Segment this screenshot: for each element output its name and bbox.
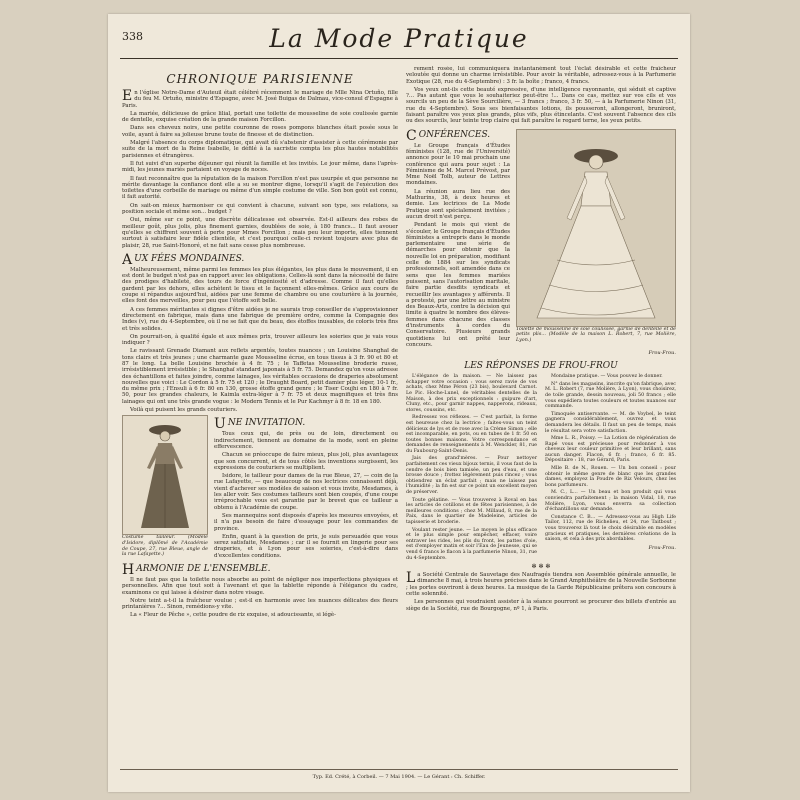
invitation-paragraph-3: Isidore, le tailleur pour dames de la rue Bleue, 27, — coin de la rue Lafayette, — que beaucoup de nos lectrices connaissent déjà, vient d'achever ses modèles de saison et vous invite, Mesdames, à les aller voir. Ses costumes tailleurs sont bien coupés, d'une coupe irréprochable vous est garantie par le brevet que ce tailleur a obtenu à l'Académie de coupe. xyxy=(214,473,398,511)
page-header xyxy=(108,14,690,64)
invitation-paragraph-4: Ses mannequins sont disposés d'après les mesures envoyées, et il n'a pas besoin de faire d'essayage pour les commandes de province. xyxy=(214,512,398,532)
chronique-paragraph-7: On sait-on mieux harmoniser ce qui convient à chacune, suivant son type, ses relations, sa position sociale et même son... budget ? xyxy=(122,202,398,216)
reponse-item: L'élégance de la maison. — Ne laissez pas échapper votre occasion : vous serez ravie de vos achats, chez Mme Péron (23 bis), boulevard Carnot. Le Pic. Hoche-Lunel, de véritables dentelles de la Maison, à des prix exceptionnels : guipure d'art, Cluny, etc., pour garnir nappes, napperons, rideaux, stores, coussins, etc. xyxy=(406,374,537,413)
chronique-paragraph-4: Malgré l'absence du corps diplomatique, qui avait dû s'abstenir d'assister à cette cérémonie par suite de la mort de la Reine Isabelle, le défilé à la sacristie compta les plus hautes notabilités parisiennes et étrangères. xyxy=(122,140,398,159)
left-column xyxy=(122,66,398,766)
printer-footer: Typ. Ed. Crété, à Corbeil. — 7 Mai 1904. — Le Gérant : Ch. Schiffer. xyxy=(312,774,486,780)
chronique-heading: CHRONIQUE PARISIENNE xyxy=(166,72,354,86)
harmonie-paragraph-3: La « Fleur de Pêche », cette poudre de riz exquise, si adoucissante, si légè- xyxy=(130,612,336,619)
reponses-signature: Frou-Frou. xyxy=(648,544,676,551)
figure-caption-tailleur: Costume tailleur. (Modèle d'Isidore, diplômé de l'Académie de Coupe, 27, rue Bleue, angle de la rue Lafayette.) xyxy=(122,535,208,558)
magazine-page xyxy=(108,14,690,792)
harmonie-heading: HARMONIE DE L'ENSEMBLE. xyxy=(122,562,271,578)
gown-figure-icon xyxy=(517,130,675,326)
chronique-paragraph-6: Il faut reconnaître que la réputation de la maison Forcillon n'est pas usurpée et que personne ne mérite davantage la confiance dont elle a su se montrer digne, lorsqu'il s'agit de l'exécution des toilettes d'une corbeille de mariage ou même d'un simple costume de ville. Son bon goût est connu, il fait autorité. xyxy=(122,175,398,201)
reponse-item: M. C., L... — Un beau et bon produit qui vous conviendra parfaitement ; la maison Vidal, 18, rue Molière, Lyon, vous enverra sa collection d'échantillons sur demande. xyxy=(545,490,676,513)
fees-heading: AUX FÉES MONDAINES. xyxy=(122,251,245,268)
fees-paragraph-5: Voilà qui puisent les grands couturiers. xyxy=(130,407,238,414)
chronique-paragraph-3: Dans ses cheveux noirs, une petite couronne de roses pompons blanches était posée sous le voile, ayant à faire sa jolieuse brune toute de finesse et de distinction. xyxy=(122,125,398,138)
conferences-paragraph-1: Le Groupe français d'Études féministes (128, rue de l'Université) annonce pour le 10 mai prochain une conférence qui aura pour sujet : La Féminisme de M. Marcel Prévost, par Mme Noël Tolb, auteur de Lettres mondaines. xyxy=(406,142,510,187)
reponse-item: Toute gélatine. — Vous trouverez à Roval en bas les articles de cotillons et de fêtes parisiennes, à de meilleures conditions ; chez M. Millaud, 8, rue de la Paix, dans le quartier de Madeleine, articles de tapisserie et broderie. xyxy=(406,497,537,526)
header-rule xyxy=(120,58,678,59)
harmonie-paragraph-2: Notre teint a-t-il la fraîcheur voulue ; est-il en harmonie avec les nuances délicates des fleurs printanières ?... Sinon, remédions-y vite. xyxy=(122,597,398,611)
harmonie-paragraph-1: Il ne faut pas que la toilette nous absorbe au point de négliger nos imperfections physiques et personnelles. Afin que tout soit à l'avenant et que la tablette réponde à l'élégance du cadre, examinons ce qui laisse à désirer dans notre visage. xyxy=(122,577,398,596)
section-divider-stars: ✻ ✻ ✻ xyxy=(531,563,551,571)
drop-cap: E xyxy=(122,88,133,104)
reponse-item: Mme L. R., Poissy. — La Lotion de régénération de Rapé vous est précieuse pour redonner à vos cheveux leur couleur primitive et leur brillant, sans aucun danger. Flacon, 6 fr. ; franco, 6 fr. 85. Dépositaire : 18, rue Gérard, Paris. xyxy=(545,436,676,464)
invitation-paragraph-1: Tous ceux qui, de près ou de loin, directement ou indirectement, tiennent au domaine de la mode, sont en pleine effervescence. xyxy=(214,431,398,450)
beauty-paragraph-1: rement rosée, lui communiquera instantanément tout l'éclat désirable et cette fraîcheur veloutée qui donne un charme irrésistible. Pour avoir la véritable, adressez-vous à la Parfumerie Exotique (28, rue du 4-Septembre) : 3 fr. la boîte ; franco, 4 francs. xyxy=(406,66,676,85)
beauty-paragraph-2: Vos yeux ont-ils cette beauté expressive, d'une intelligence rayonnante, qui séduit et captive ?... Pas autant que vous le souhaiteriez peut-être !... Dans ce cas, mettez sur vos cils et vos sourcils un peu de la Sève Sourcilière, — 3 francs ; franco, 3 fr. 50, — à la Parfumerie Ninon (31, rue du 4-Septembre). Sous ses bienfaisantes lotions, ils pousseront, allongeront, bruniront, faisant paraître vos yeux plus grands, plus vifs, plus étincelants. C'est souvent l'absence des cils ou des sourcils, leur teinte trop claire qui fait paraître le regard terne, les yeux petits. xyxy=(406,86,676,125)
reponse-item: Mlle B. de N., Rouen. — Un bon conseil : pour obtenir le même genre de blanc que les grandes dames, employez la Poudre de Riz Velours, chez les bons parfumeurs. xyxy=(545,466,676,488)
figure-costume-tailleur xyxy=(122,415,208,557)
fees-paragraph-2: A ces femmes méritantes si dignes d'être aidées je ne saurais trop conseiller de s'approvisionner directement en fabrique, mais dans une fabrique de première ordre, comme la Compagnie des Indes (v), rue du 4-Septembre, où il ne se fait que du beau, des étoffes inusables, de coloris très fins et très solides. xyxy=(122,306,398,332)
illustration-tailleur xyxy=(122,415,208,535)
chronique-paragraph-2: La mariée, délicieuse de grâce lilial, portait une toilette de mousseline de soie coulissée garnie de dentelle, exquise création de la grande maison Forcillon. xyxy=(122,110,398,124)
invitation-paragraph-5: Enfin, quant à la question de prix, je suis persuadée que vous serez satisfaite, Mesdames ; car il se fournit en lingerie pour ses draperies, et à Lyon pour ses soieries, c'est-à-dire dans d'excellentes conditions. xyxy=(214,533,398,559)
figure-caption-toilette: Toilette de mousseline de soie coulissée, garnie de dentelle et de petits plis... (Modèle de la maison L. Robert, 7, rue Molière, Lyon.) xyxy=(516,326,676,343)
masthead-title: La Mode Pratique xyxy=(269,24,529,53)
societe-paragraph-1: La Société Centrale de Sauvetage des Naufragés tiendra son Assemblée générale annuelle, le dimanche 8 mai, à trois heures précises dans le Grand Amphithéâtre de la Nouvelle Sorbonne ; les portes ouvriront à deux heures. La musique de la Garde Républicaine prêtera son concours à cette solennité. xyxy=(406,570,676,598)
societe-paragraph-2: Les personnes qui voudraient assister à la séance pourront se procurer des billets d'entrée au siège de la Société, rue de Bourgogne, nº 1, à Paris. xyxy=(406,599,676,612)
conferences-paragraph-3: Pendant le mois qui vient de s'écouler, le Groupe français d'Études féministes a entrepris dans le monde parlementaire une série de démarches pour obtenir que la nouvelle loi en préparation, modifiant celle de 1884 sur les syndicats professionnels, soit amendée dans ce sens que les femmes mariées puissent, sans l'autorisation maritale, faire partie desdits syndicats et recueillir les avantages y afférents. Il a protesté, par une lettre au ministre des Beaux-Arts, contre la décision qui limite à quatre le nombre des élèves-femmes dans chacune des classes d'instruments à cordes du Conservatoire. Plusieurs grands quotidiens lui ont prêté leur concours. xyxy=(406,222,510,348)
conferences-signature: Frou-Frou. xyxy=(648,350,676,357)
reponse-item: Jais des grand'mères. — Pour nettoyer parfaitement ces vieux bijoux ternis, il vous faut de la cendre de bois bien tamisée, un peu d'eau, et une brosse douce ; frottez légèrement puis rincez ; vous obtiendrez un éclat parfait ; mais ne laissez pas l'humidité ; la fin est sur ce point un excellent moyen de préserver. xyxy=(406,456,537,496)
reponse-item: Mondaine pratique. — Vous pouvez le donner. xyxy=(551,374,663,380)
reponse-item: Constance C. B... — Adressez-vous au High Life Tailor, 112, rue de Richelieu, et 24, rue Taitbout ; vous trouverez là tout le choix désirable en modèles gracieux et pratiques, les dernières créations de la saison, et cela à des prix abordables. xyxy=(545,514,676,543)
conferences-heading: CONFÉRENCES. xyxy=(406,127,491,144)
conferences-paragraph-2: La réunion aura lieu rue des Mathurins, 38, à deux heures et demie. Les lectrices de La Mode Pratique sont spécialement invitées ; aucun droit n'est perçu. xyxy=(406,188,510,220)
woman-figure-icon xyxy=(123,416,207,534)
reponse-item: Redressez vos réflexes. — C'est parfait, la forme est heureuse chez la lectrice ; faites-vous un teint délicieux de lys et de rose avec la Crème Simon ; elle est incomparable, en pots, ou en tubes de 1 fr. 50 en toutes bonnes maisons. Votre correspondance et demandes de renseignements à M. Wenckler, 81, rue du Faubourg-Saint-Denis. xyxy=(406,415,537,454)
chronique-paragraph-8: Oui, même sur ce point, une discrète délicatesse est observée. Est-il ailleurs des robes de meilleur goût, plus jolis, plus finement garnies, doublées de soie, à 180 francs... Il faut avouer qu'elles se chiffrent souvent à perte pour Mmes Forcillon ; mais peu leur importe, elles tiennent surtout à satisfaire leur fidèle clientèle, et c'est pourquoi celle-ci revient toujours avec plus de plaisir, 28, rue Saint-Honoré, et ne fait sans cesse plus nombreuse. xyxy=(122,217,398,249)
illustration-toilette xyxy=(516,129,676,327)
fees-paragraph-1: Malheureusement, même parmi les femmes les plus élégantes, les plus dans le mouvement, il en est dont le budget n'est pas en rapport avec les obligations. Celles-là sont dans la nécessité de faire des prodiges d'habileté, des tours de force d'ingéniosité et d'adresse. Comme il faut qu'elles gardent par les dehors, elles achètent le tissu et le façonnent elles-mêmes. Grâce aux cours de coupe si répandus aujourd'hui, aidées par une femme de chambre ou une couturière à la journée, elles font des merveilles, pour peu que l'étoffe soit belle. xyxy=(122,266,398,305)
reponse-item: N° dans les magasins, inscrite qu'on fabrique, avec M. L. Robert (7, rue Molière, à Lyon), vous choisirez, de toile grande, dessin nouveau, joli 50 francs ; elle vous expédiera toutes couleurs et toutes nuances sur commande. xyxy=(545,381,676,410)
reponses-heading: LES RÉPONSES DE FROU-FROU xyxy=(464,361,618,372)
invitation-paragraph-2: Chacun se préoccupe de faire mieux, plus joli, plus avantageux que son concurrent, et de tous côtés les inventions surgissent, les expressions de couturiers se multiplient. xyxy=(214,452,398,471)
fees-paragraph-4: Le ravissant Grenade Diamant aux reflets argentés, toutes nuances ; un Louisine Shanghaï de tons clairs et très jeunes ; une charmante gaze Mousseline écrue, en tous tissus à 3 fr. 90 et 80 et 87 le long. La belle Louisine brochée à 4 fr. 75 ; le Taffetas Mousseline broderie russe, irrésistiblement irrésistible ; le Shanghaï standard japonais à 5 fr. 75. Demandez qu'on vous adresse des échantillons et faites joindre, comme lainages, les véritables occasions de draperies absolument nouvelles que voici : Le Cordon à 5 fr. 75 et 120 ; le Draught Board, petit damier plus léger, 10-1 fr., du même prix ; l'Ensuli à 6 fr. 80 en 130, grosse étoffe grand genre ; le Tiser Coujhi en 180 à 7 fr. 50, pour les grandes chaleurs, le Kaimla extra-léger à 7 fr. 75 et deux magnifiques et très fins lainages qui ont une très grande vogue : le Modern Tennis et le Pur Kachmyr à 8 fr. 18 en 180. xyxy=(122,348,398,405)
chronique-paragraph-5: Il fut suivi d'un superbe déjeuner qui réunit la famille et les invités. Le jour même, dans l'après-midi, les jeunes mariés partaient en voyage de noces. xyxy=(122,160,398,174)
fees-paragraph-3: On pourrait-on, à qualité égale et aux mêmes prix, trouver ailleurs les soieries que je vais vous indiquer ? xyxy=(122,333,398,347)
figure-toilette xyxy=(516,129,676,344)
page-number: 338 xyxy=(122,30,143,43)
drop-cap: L xyxy=(406,570,416,587)
reponse-item: Voulant rester jeune. — Le moyen le plus efficace et le plus simple pour empêcher, effacer, voire entraver les rides, les plis du front, les pattes d'oie, est d'employer matin et soir l'Eau de Jeunesse, qui se vend 6 francs le flacon à la parfumerie Ninon, 31, rue du 4-Septembre. xyxy=(406,527,537,561)
chronique-paragraph-1: En l'église Notre-Dame d'Auteuil était célébré récemment le mariage de Mlle Nina Ortuño, fille du feu M. Ortuño, ministre d'Espagne, avec M. José Buigas de Dalmau, vice-consul d'Espagne à Paris. xyxy=(122,88,398,109)
right-column xyxy=(406,66,676,756)
footer-rule xyxy=(120,769,678,770)
reponse-item: Timoquée antiservante. — M. de Voybel, le teint gagnera considérablement, ouvrez et vous demandera les détails. Il faut un peu de temps, mais le résultat sera votre satisfaction. xyxy=(545,411,676,434)
invitation-heading: UNE INVITATION. xyxy=(214,416,306,433)
reponses-columns xyxy=(406,374,676,561)
